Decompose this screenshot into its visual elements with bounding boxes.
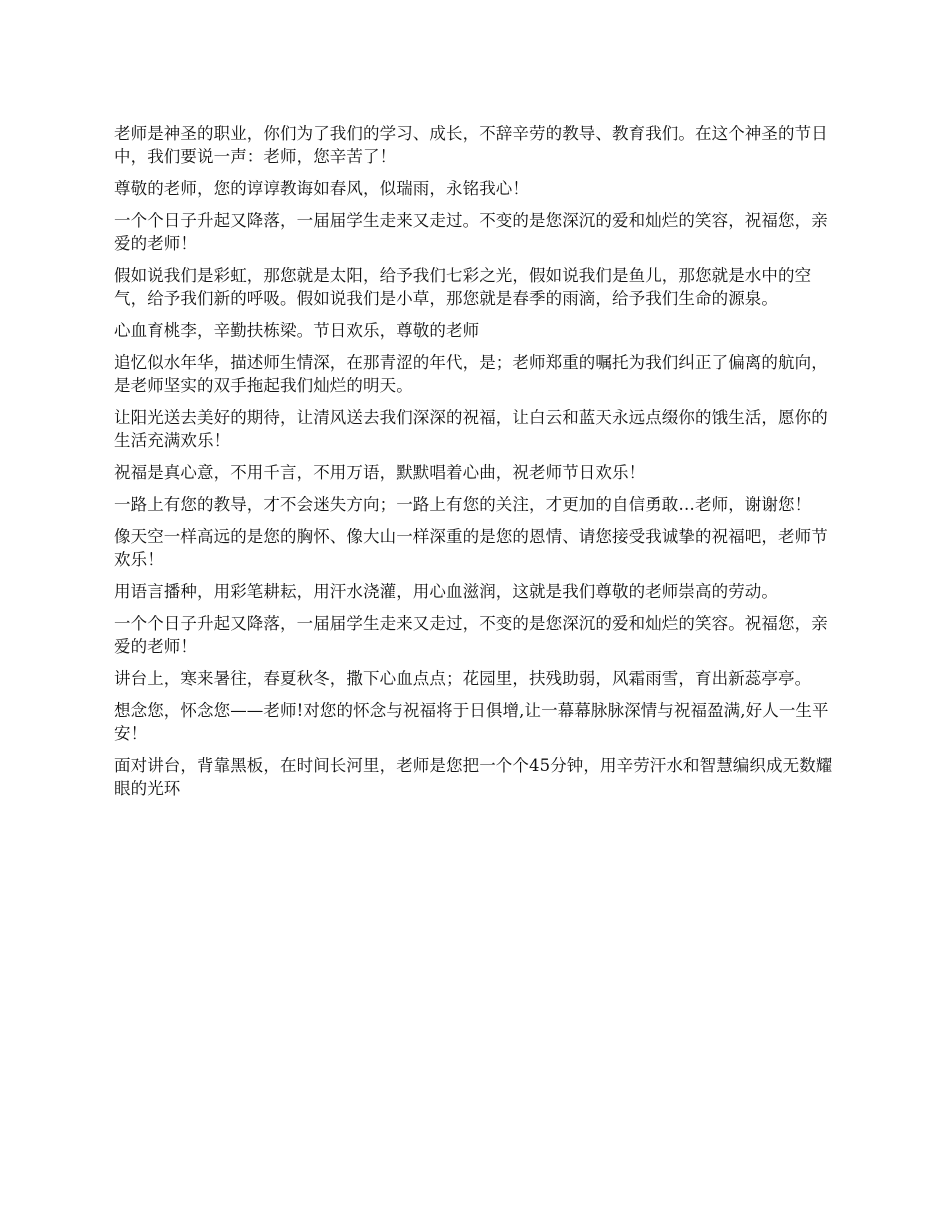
paragraph-11: 用语言播种，用彩笔耕耘，用汗水浇灌，用心血滋润，这就是我们尊敬的老师崇高的劳动。 [114,582,778,601]
paragraph-13: 讲台上，寒来暑往，春夏秋冬，撒下心血点点；花园里，扶残助弱，风霜雨雪，育出新蕊亭亭。 [114,669,812,688]
paragraph-3: 一个个日子升起又降落，一届届学生走来又走过。不变的是您深沉的爱和灿烂的笑容，祝福您，亲爱的老师！ [114,211,828,253]
paragraph-4: 假如说我们是彩虹，那您就是太阳，给予我们七彩之光，假如说我们是鱼儿，那您就是水中的空气，给予我们新的呼吸。假如说我们是小草，那您就是春季的雨滴，给予我们生命的源泉。 [114,266,812,308]
paragraph-12: 一个个日子升起又降落，一届届学生走来又走过，不变的是您深沉的爱和灿烂的笑容。祝福您，亲爱的老师！ [114,614,828,656]
paragraph-14: 想念您，怀念您——老师!对您的怀念与祝福将于日俱增,让一幕幕脉脉深情与祝福盈满,好人一生平安！ [114,701,829,743]
paragraph-6: 追忆似水年华，描述师生情深，在那青涩的年代，是；老师郑重的嘱托为我们纠正了偏离的航向，是老师坚实的双手拖起我们灿烂的明天。 [114,353,828,395]
paragraph-1: 老师是神圣的职业，你们为了我们的学习、成长，不辞辛劳的教导、教育我们。在这个神圣的节日中，我们要说一声：老师，您辛苦了！ [114,124,828,166]
paragraph-15: 面对讲台，背靠黑板，在时间长河里，老师是您把一个个45分钟，用辛劳汗水和智慧编织成无数耀眼的光环 [114,756,833,798]
paragraph-5: 心血育桃李，辛勤扶栋梁。节日欢乐，尊敬的老师 [114,321,480,340]
paragraph-8: 祝福是真心意，不用千言，不用万语，默默唱着心曲，祝老师节日欢乐！ [114,463,646,482]
document-body [114,122,842,809]
paragraph-2: 尊敬的老师，您的谆谆教诲如春风，似瑞雨，永铭我心！ [114,179,529,198]
paragraph-10: 像天空一样高远的是您的胸怀、像大山一样深重的是您的恩情、请您接受我诚挚的祝福吧，老师节欢乐！ [114,527,828,569]
paragraph-9: 一路上有您的教导，才不会迷失方向；一路上有您的关注，才更加的自信勇敢…老师，谢谢您！ [114,495,812,514]
paragraph-7: 让阳光送去美好的期待，让清风送去我们深深的祝福，让白云和蓝天永远点缀你的饿生活，愿你的生活充满欢乐！ [114,408,828,450]
